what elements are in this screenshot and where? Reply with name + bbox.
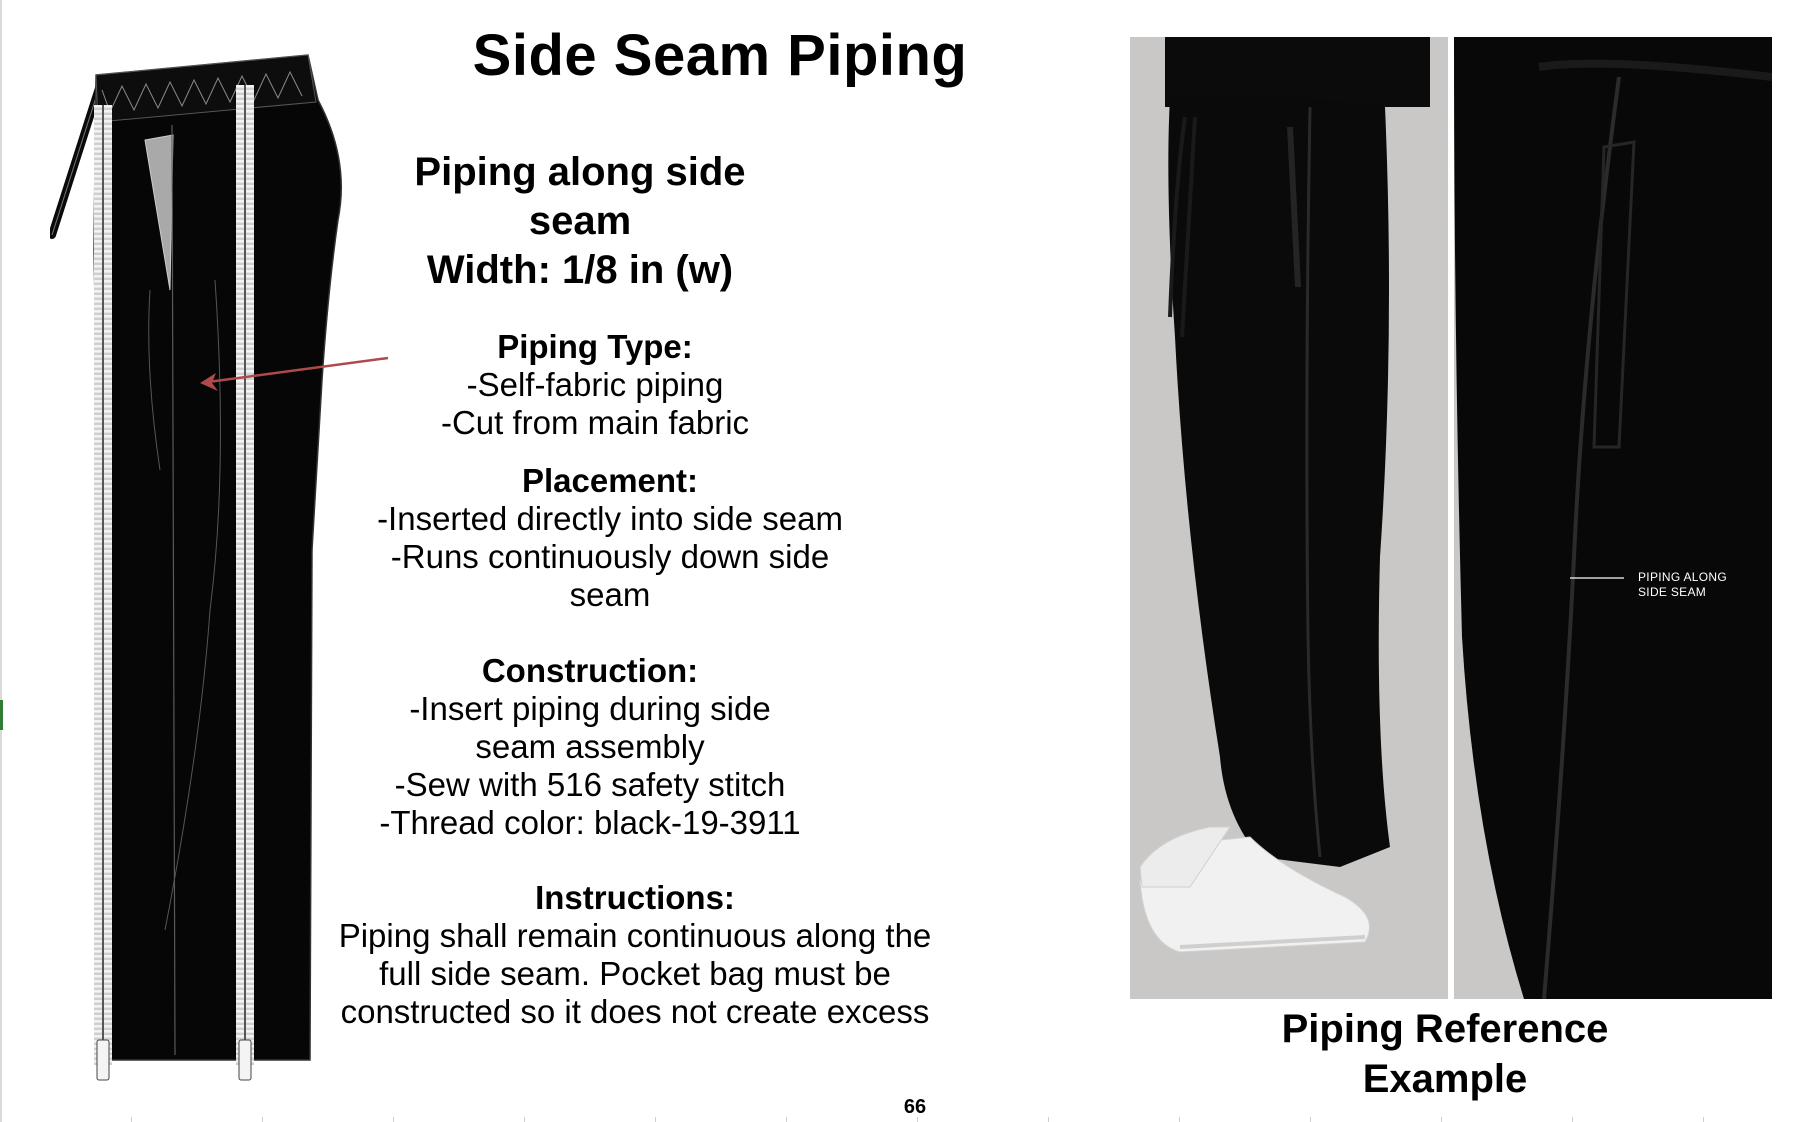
piping-type-section — [400, 328, 790, 442]
summary-width: Width: 1/8 in (w) — [426, 248, 734, 292]
construction-heading: Construction: — [481, 652, 699, 689]
piping-type-line: -Self-fabric piping — [466, 366, 724, 403]
ruler-tick — [524, 1117, 525, 1122]
ruler-tick — [655, 1117, 656, 1122]
instructions-line: Piping shall remain continuous along the — [338, 917, 932, 954]
page-edge — [0, 0, 2, 1122]
ruler-tick — [1179, 1117, 1180, 1122]
piping-type-heading: Piping Type: — [497, 328, 693, 365]
summary-line-1: Piping along side — [414, 150, 746, 194]
instructions-line: constructed so it does not create excess — [340, 993, 930, 1030]
ruler-tick — [262, 1117, 263, 1122]
photo-callout-line: PIPING ALONG — [1638, 570, 1727, 584]
construction-line: -Sew with 516 safety stitch — [394, 766, 786, 803]
photo-callout-line: SIDE SEAM — [1638, 585, 1707, 599]
ruler-tick — [1703, 1117, 1704, 1122]
caption-line: Piping Reference — [1281, 1007, 1609, 1051]
page-edge-marker — [0, 700, 3, 730]
piping-summary — [370, 148, 790, 295]
placement-heading: Placement: — [521, 462, 699, 499]
ruler-tick — [393, 1117, 394, 1122]
ruler-tick — [1310, 1117, 1311, 1122]
ruler-tick — [1048, 1117, 1049, 1122]
instructions-section — [330, 879, 940, 1031]
summary-line-2: seam — [528, 199, 632, 243]
caption-line: Example — [1362, 1057, 1528, 1101]
reference-caption — [1145, 1004, 1745, 1104]
construction-section — [360, 652, 820, 842]
arrow-left-icon — [190, 345, 400, 395]
page-title: Side Seam Piping — [472, 23, 968, 88]
construction-line: -Insert piping during side — [409, 690, 771, 727]
photo-callout-label — [1638, 570, 1727, 600]
instructions-heading: Instructions: — [535, 879, 735, 916]
ruler-tick — [131, 1117, 132, 1122]
piping-type-line: -Cut from main fabric — [440, 404, 750, 441]
placement-line: -Runs continuously down side — [390, 538, 830, 575]
ruler-tick — [1441, 1117, 1442, 1122]
placement-line: seam — [569, 576, 651, 613]
reference-photo-closeup — [1454, 37, 1772, 999]
construction-line: -Thread color: black-19-3911 — [379, 804, 801, 841]
page-number: 66 — [903, 1096, 927, 1118]
ruler-tick — [1572, 1117, 1573, 1122]
instructions-line: full side seam. Pocket bag must be — [379, 955, 891, 992]
reference-photo-full-leg — [1130, 37, 1448, 999]
ruler-tick — [786, 1117, 787, 1122]
placement-section — [370, 462, 850, 614]
placement-line: -Inserted directly into side seam — [377, 500, 843, 537]
construction-line: seam assembly — [475, 728, 705, 765]
